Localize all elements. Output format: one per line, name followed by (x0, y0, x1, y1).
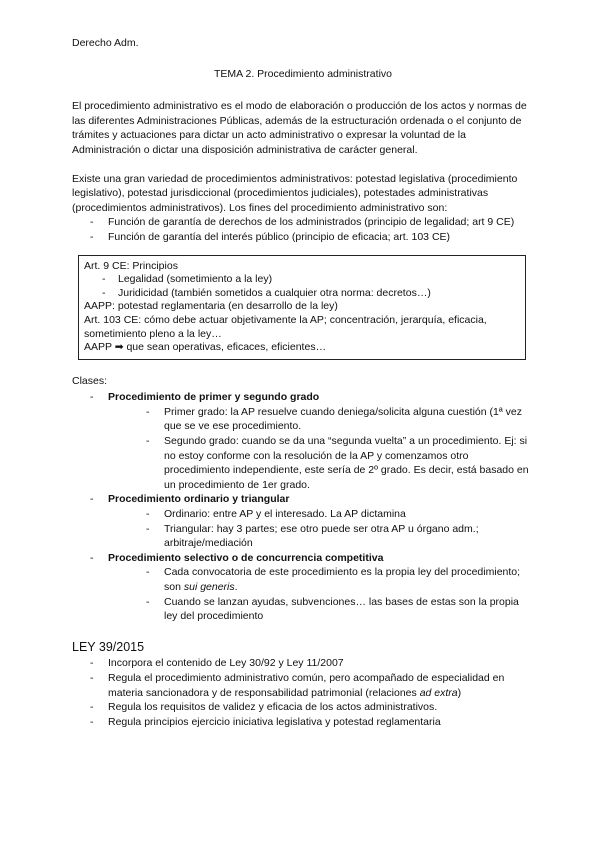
list-item: - Función de garantía del interés público (principio de eficacia; art. 103 CE) (72, 230, 534, 245)
box-bullet: - Juridicidad (también sometidos a cualquier otra norma: decretos…) (84, 287, 519, 301)
fines-list (72, 215, 534, 244)
list-item: - Regula los requisitos de validez y eficacia de los actos administrativos. (72, 700, 534, 715)
item-suffix: . (234, 581, 238, 593)
box-line: Art. 9 CE: Principios (84, 259, 178, 272)
clase-sublist (108, 565, 534, 623)
italic-term: ad extra (419, 686, 458, 699)
box-line: Art. 103 CE: cómo debe actuar objetivamente la AP; concentración, jerarquía, eficacia, sometimiento pleno a la ley… (84, 313, 487, 340)
list-item: - Función de garantía de derechos de los administrados (principio de legalidad; art 9 CE) (72, 215, 534, 230)
list-item: - Incorpora el contenido de Ley 30/92 y Ley 11/2007 (72, 656, 534, 671)
clase-sublist (108, 507, 534, 551)
list-item: - Regula principios ejercicio iniciativa legislativa y potestad reglamentaria (72, 715, 534, 730)
box-line: AAPP ➡ que sean operativas, eficaces, eficientes… (84, 341, 327, 354)
clases-list (72, 390, 534, 624)
clase-heading: Procedimiento selectivo o de concurrencia competitiva (108, 551, 384, 564)
list-item: - Triangular: hay 3 partes; ese otro puede ser otra AP u órgano adm.; arbitraje/mediación (108, 522, 534, 551)
ley-list (72, 656, 534, 729)
document-header: Derecho Adm. (72, 37, 139, 49)
box-bullet: - Legalidad (sometimiento a la ley) (84, 273, 519, 287)
clase-heading: Procedimiento ordinario y triangular (108, 493, 290, 506)
document-page (72, 36, 534, 729)
item-text: Regula el procedimiento administrativo común, pero acompañado de especialidad en materia sancionadora y de responsabilidad patrimonial (relaciones (108, 671, 505, 699)
clase-group (72, 551, 534, 624)
clase-sublist (108, 405, 534, 493)
list-item: - Ordinario: entre AP y el interesado. La AP dictamina (108, 507, 534, 522)
list-item: - Primer grado: la AP resuelve cuando deniega/solicita alguna cuestión (1ª vez que se ve ese procedimiento. (108, 405, 534, 434)
item-text: Cada convocatoria de este procedimiento es la propia ley del procedimiento; son (164, 566, 521, 593)
intro-paragraph: El procedimiento administrativo es el modo de elaboración o producción de los actos y normas de las diferentes Administraciones Públicas, además de la estructuración ordenada o el conjunto de trámites y actuaciones para dictar un acto administrativo o expresar la voluntad de la Administración o dictar una disposición administrativa de carácter general. (72, 100, 527, 156)
italic-term: sui generis (183, 581, 235, 593)
item-suffix: ) (457, 686, 462, 699)
list-item: - Cuando se lanzan ayudas, subvenciones… las bases de estas son la propia ley del procedimiento (108, 595, 534, 624)
procedures-paragraph: Existe una gran variedad de procedimientos administrativos: potestad legislativa (procedimiento legislativo), potestad jurisdiccional (procedimientos judiciales), potestades administrativas (procedimientos administrativos). Los fines del procedimiento administrativo son: (72, 172, 518, 214)
list-item (108, 565, 534, 594)
constitution-box (78, 255, 526, 360)
clase-heading: Procedimiento de primer y segundo grado (108, 391, 320, 404)
box-line: AAPP: potestad reglamentaria (en desarrollo de la ley) (84, 300, 338, 313)
page-title: TEMA 2. Procedimiento administrativo (214, 67, 392, 80)
list-item: - Segundo grado: cuando se da una “segunda vuelta” a un procedimiento. Ej: si no estoy conforme con la resolución de la AP y comenzamos otro procedimiento independiente, este sería de 2º grado. Es decir, está basado en un procedimiento de 1er grado. (108, 434, 534, 492)
list-item (72, 671, 534, 700)
ley-heading: LEY 39/2015 (72, 639, 145, 654)
clase-group (72, 390, 534, 492)
clases-heading: Clases: (72, 374, 108, 387)
clase-group (72, 492, 534, 550)
